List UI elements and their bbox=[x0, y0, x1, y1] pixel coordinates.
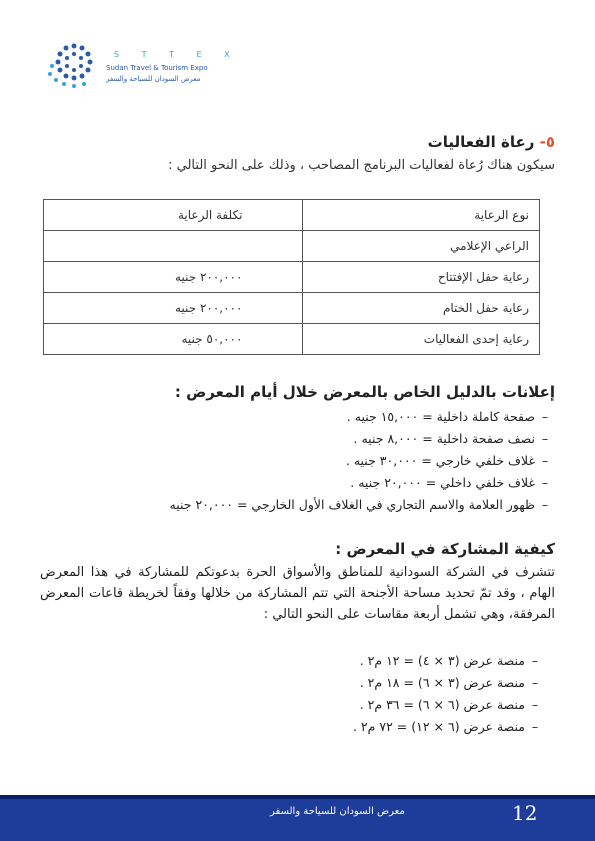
table-row bbox=[44, 262, 540, 293]
cell-type: رعاية حفل الختام bbox=[303, 293, 540, 324]
table-row bbox=[44, 231, 540, 262]
table-header-row bbox=[44, 200, 540, 231]
booth-list bbox=[353, 650, 545, 738]
booth-item-text: منصة عرض (٣ × ٤) = ١٢ م٢ . bbox=[359, 653, 525, 668]
footer-band bbox=[0, 795, 595, 799]
ad-item-text: غلاف خلفي خارجي = ٣٠,٠٠٠ جنيه . bbox=[345, 453, 535, 468]
cell-type: الراعي الإعلامي bbox=[303, 231, 540, 262]
participation-paragraph: تتشرف في الشركة السودانية للمناطق والأسواق الحرة بدعوتكم للمشاركة في هذا المعرض الهام ، وقد تمّ تحديد مساحة الأجنحة التي تتم المشاركة من خلالها وفقاً لخريطة قاعات المعرض المرفقة، وهي تشمل أربعة مقاسات على النحو التالي : bbox=[40, 565, 555, 622]
list-item: –منصة عرض (٣ × ٦) = ١٨ م٢ . bbox=[359, 675, 539, 690]
footer-text: معرض السودان للسياحة والسفر bbox=[270, 806, 405, 817]
list-item: –نصف صفحة داخلية = ٨,٠٠٠ جنيه . bbox=[353, 431, 549, 446]
list-item: –منصة عرض (٦ × ١٢) = ٧٢ م٢ . bbox=[352, 719, 539, 734]
ad-item-text: غلاف خلفي داخلي = ٢٠,٠٠٠ جنيه . bbox=[350, 475, 535, 490]
cell-cost: ٢٠٠,٠٠٠ جنيه bbox=[44, 293, 303, 324]
list-item: –ظهور العلامة والاسم التجاري في الغلاف الأول الخارجي = ٢٠,٠٠٠ جنيه bbox=[169, 497, 549, 512]
list-item: –منصة عرض (٣ × ٤) = ١٢ م٢ . bbox=[359, 653, 539, 668]
participation-heading: كيفية المشاركة في المعرض : bbox=[335, 540, 555, 558]
sponsors-title: رعاة الفعاليات bbox=[427, 133, 535, 151]
cell-type: رعاية إحدى الفعاليات bbox=[303, 324, 540, 355]
list-item: –غلاف خلفي خارجي = ٣٠,٠٠٠ جنيه . bbox=[345, 453, 549, 468]
list-item: –غلاف خلفي داخلي = ٢٠,٠٠٠ جنيه . bbox=[350, 475, 549, 490]
booth-item-text: منصة عرض (٦ × ١٢) = ٧٢ م٢ . bbox=[352, 719, 525, 734]
sponsors-intro: سيكون هناك رُعاة لفعاليات البرنامج المصاحب ، وذلك على النحو التالي : bbox=[168, 158, 555, 173]
table-row bbox=[44, 324, 540, 355]
logo-dots-icon bbox=[44, 42, 104, 92]
logo-abbr: S T T E X bbox=[114, 50, 240, 59]
list-item: –صفحة كاملة داخلية = ١٥,٠٠٠ جنيه . bbox=[346, 409, 549, 424]
list-item: –منصة عرض (٦ × ٦) = ٣٦ م٢ . bbox=[359, 697, 539, 712]
footer-bar bbox=[0, 795, 595, 841]
logo-name-ar: معرض السودان للسياحة والسفر bbox=[106, 75, 201, 83]
ads-list bbox=[170, 406, 555, 516]
cell-cost: ٥٠,٠٠٠ جنيه bbox=[44, 324, 303, 355]
booth-item-text: منصة عرض (٦ × ٦) = ٣٦ م٢ . bbox=[359, 697, 525, 712]
sponsorship-table bbox=[43, 199, 540, 355]
page-number: 12 bbox=[512, 801, 538, 825]
header-type: نوع الرعاية bbox=[303, 200, 540, 231]
cell-cost: ٢٠٠,٠٠٠ جنيه bbox=[44, 262, 303, 293]
ad-item-text: صفحة كاملة داخلية = ١٥,٠٠٠ جنيه . bbox=[346, 409, 535, 424]
booth-item-text: منصة عرض (٣ × ٦) = ١٨ م٢ . bbox=[359, 675, 525, 690]
cell-cost bbox=[44, 231, 303, 262]
expo-logo bbox=[44, 42, 244, 92]
sponsors-heading bbox=[428, 133, 555, 151]
logo-name-en: Sudan Travel & Tourism Expo bbox=[106, 64, 208, 72]
ads-heading: إعلانات بالدليل الخاص بالمعرض خلال أيام المعرض : bbox=[174, 383, 555, 401]
sponsors-number: ٥- bbox=[539, 133, 555, 151]
table-row bbox=[44, 293, 540, 324]
header-cost: تكلفة الرعاية bbox=[44, 200, 303, 231]
ad-item-text: نصف صفحة داخلية = ٨,٠٠٠ جنيه . bbox=[353, 431, 535, 446]
cell-type: رعاية حفل الإفتتاح bbox=[303, 262, 540, 293]
ad-item-text: ظهور العلامة والاسم التجاري في الغلاف الأول الخارجي = ٢٠,٠٠٠ جنيه bbox=[169, 497, 535, 512]
